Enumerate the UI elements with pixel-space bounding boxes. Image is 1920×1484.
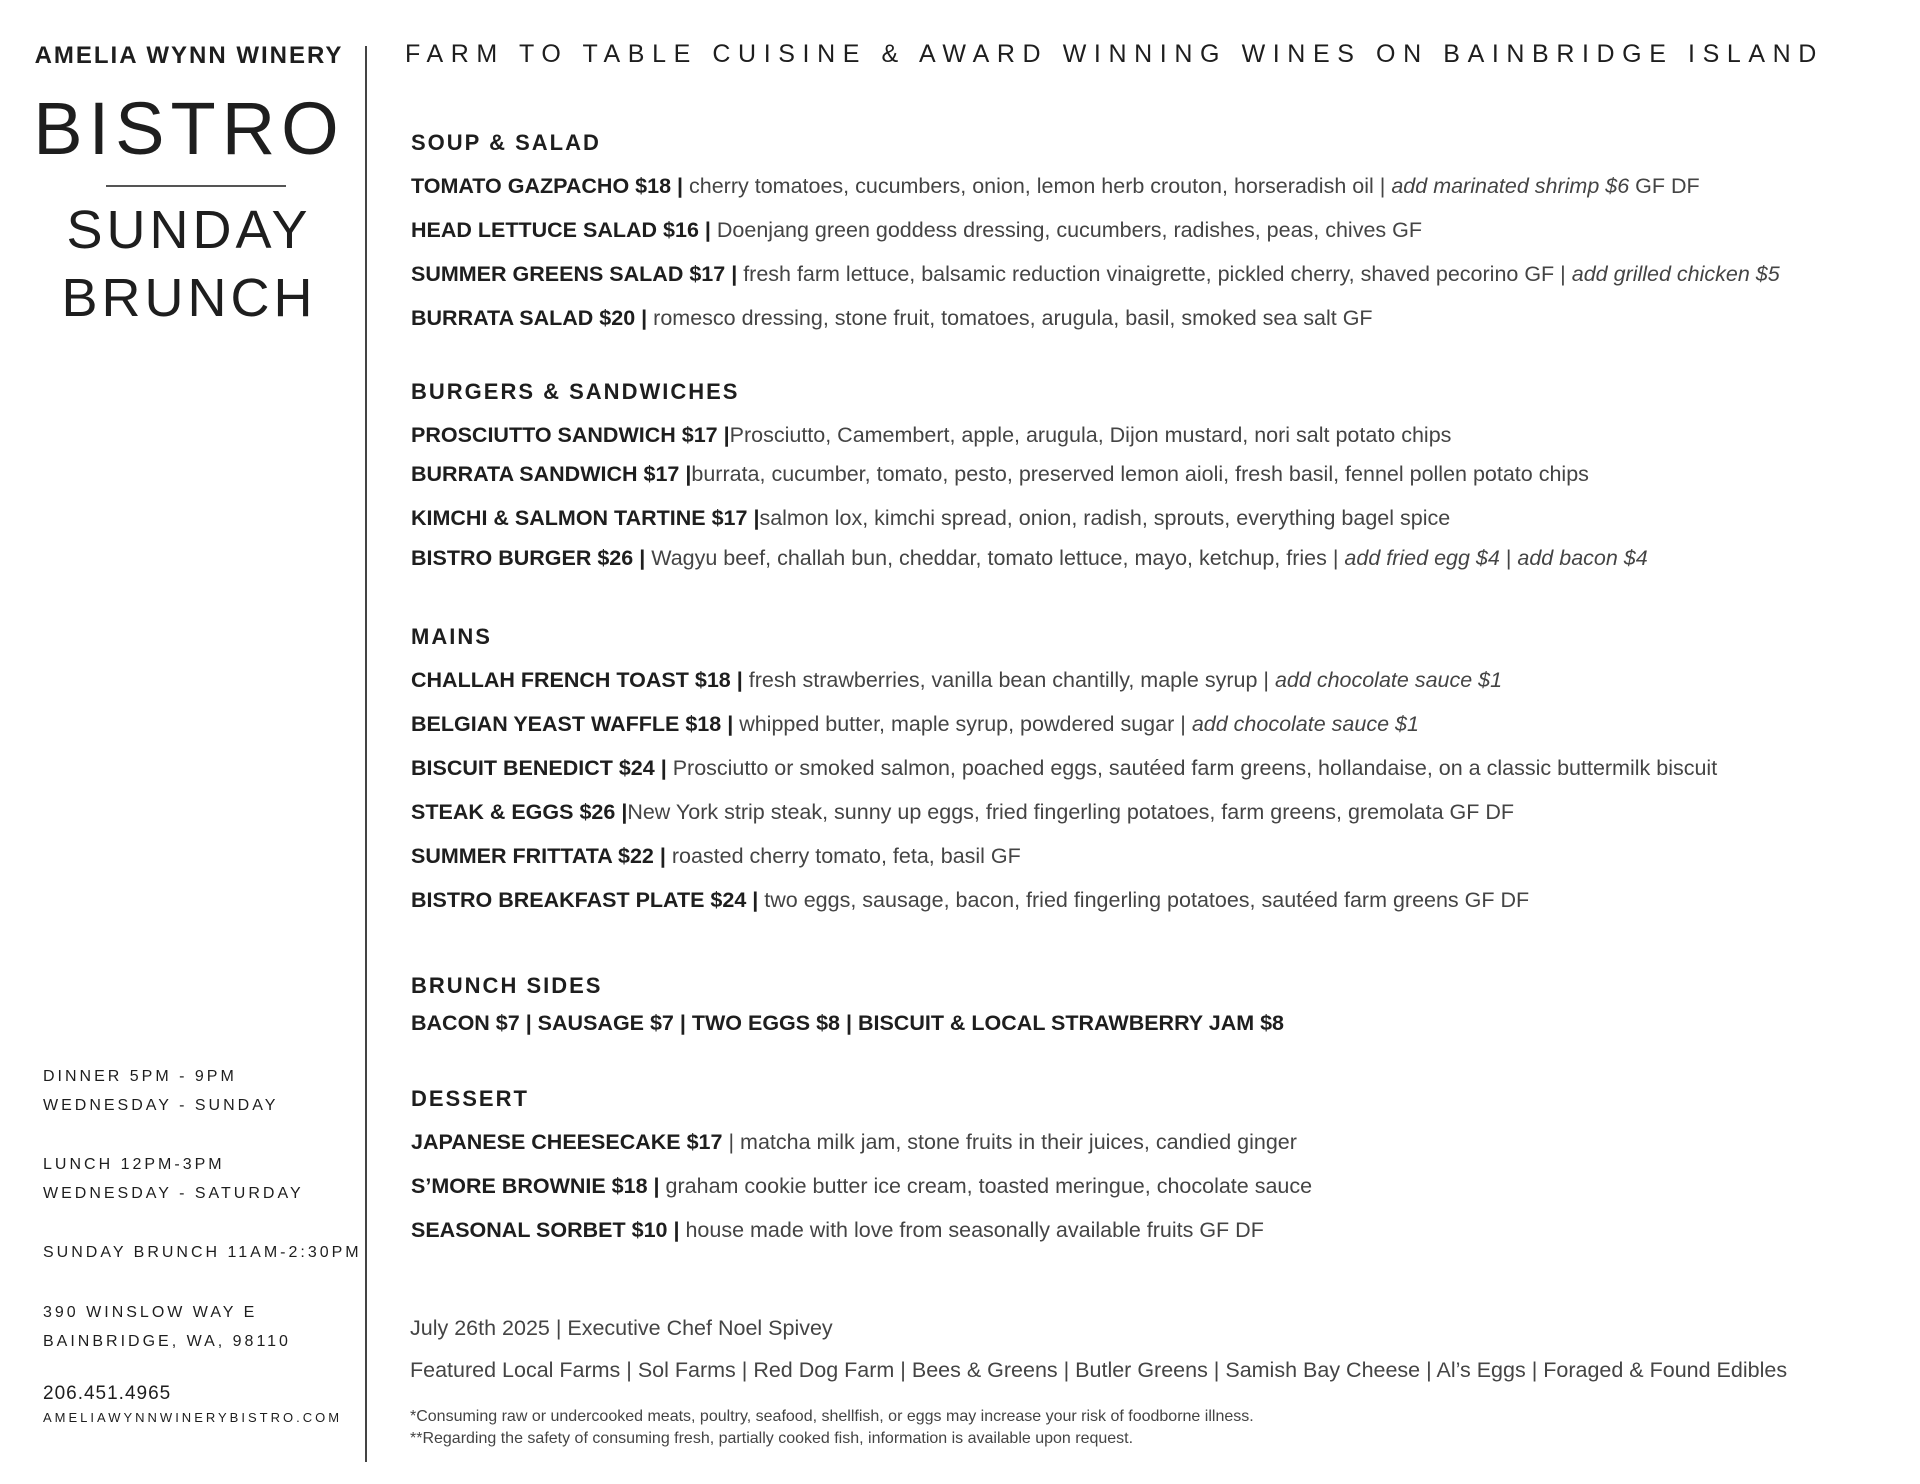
item-desc: cherry tomatoes, cucumbers, onion, lemon herb crouton, horseradish oil xyxy=(689,174,1374,198)
brunch-sides-line xyxy=(411,1011,1284,1036)
tagline: FARM TO TABLE CUISINE & AWARD WINNING WINES ON BAINBRIDGE ISLAND xyxy=(405,40,1824,68)
item-name: BISTRO BREAKFAST PLATE $24 xyxy=(411,888,747,912)
item-addon: add grilled chicken $5 xyxy=(1571,262,1780,286)
item-desc: salmon lox, kimchi spread, onion, radish, sprouts, everything bagel spice xyxy=(759,506,1451,530)
item-desc: roasted cherry tomato, feta, basil GF xyxy=(671,844,1021,868)
item-desc: whipped butter, maple syrup, powdered sugar xyxy=(739,712,1175,736)
item-name: BISCUIT BENEDICT $24 xyxy=(411,756,655,780)
item-name: HEAD LETTUCE SALAD $16 xyxy=(411,218,699,242)
menu-item: HEAD LETTUCE SALAD $16 | Doenjang green goddess dressing, cucumbers, radishes, peas, chives GF xyxy=(411,218,1422,242)
hours-lunch-time: LUNCH 12PM-3PM xyxy=(43,1156,225,1173)
item-desc: matcha milk jam, stone fruits in their juices, candied ginger xyxy=(740,1130,1297,1154)
foodborne-illness-note: *Consuming raw or undercooked meats, poultry, seafood, shellfish, or eggs may increase your risk of foodborne illness. xyxy=(410,1408,1254,1425)
item-name: KIMCHI & SALMON TARTINE $17 xyxy=(411,506,748,530)
hours-brunch xyxy=(43,1238,362,1267)
item-name: BELGIAN YEAST WAFFLE $18 xyxy=(411,712,722,736)
item-desc: Wagyu beef, challah bun, cheddar, tomato lettuce, mayo, ketchup, fries xyxy=(651,546,1327,570)
section-title-mains: MAINS xyxy=(411,624,492,649)
item-addon: add chocolate sauce $1 xyxy=(1274,668,1503,692)
menu-item: SEASONAL SORBET $10 | house made with love from seasonally available fruits GF DF xyxy=(411,1218,1264,1242)
item-desc: burrata, cucumber, tomato, pesto, preserved lemon aioli, fresh basil, fennel pollen potato chips xyxy=(691,462,1589,486)
menu-item: SUMMER GREENS SALAD $17 | fresh farm lettuce, balsamic reduction vinaigrette, pickled cherry, shaved pecorino GF | add grilled chicken $5 xyxy=(411,262,1780,286)
item-name: SEASONAL SORBET $10 xyxy=(411,1218,668,1242)
item-desc: New York strip steak, sunny up eggs, fried fingerling potatoes, farm greens, gremolata GF DF xyxy=(627,800,1515,824)
hours-lunch xyxy=(43,1150,304,1208)
address-street: 390 WINSLOW WAY E xyxy=(43,1304,258,1321)
item-name: PROSCIUTTO SANDWICH $17 xyxy=(411,423,718,447)
hours-dinner xyxy=(43,1062,278,1120)
featured-farms-line: Featured Local Farms | Sol Farms | Red Dog Farm | Bees & Greens | Butler Greens | Samish Bay Cheese | Al’s Eggs | Foraged & Found Edibles xyxy=(410,1358,1788,1382)
date-chef-line: July 26th 2025 | Executive Chef Noel Spivey xyxy=(410,1316,833,1340)
contact xyxy=(43,1382,342,1430)
item-desc: fresh farm lettuce, balsamic reduction vinaigrette, pickled cherry, shaved pecorino GF xyxy=(743,262,1555,286)
item-name: JAPANESE CHEESECAKE $17 xyxy=(411,1130,723,1154)
item-addon: add fried egg $4 xyxy=(1344,546,1500,570)
item-desc: graham cookie butter ice cream, toasted meringue, chocolate sauce xyxy=(665,1174,1313,1198)
item-desc: house made with love from seasonally available fruits GF DF xyxy=(685,1218,1264,1242)
hours-lunch-days: WEDNESDAY - SATURDAY xyxy=(43,1185,304,1202)
hours-dinner-days: WEDNESDAY - SUNDAY xyxy=(43,1097,279,1114)
item-addon-2: add bacon $4 xyxy=(1517,546,1648,570)
section-title-dessert: DESSERT xyxy=(411,1086,529,1111)
menu-item: CHALLAH FRENCH TOAST $18 | fresh strawberries, vanilla bean chantilly, maple syrup | add chocolate sauce $1 xyxy=(411,668,1503,692)
item-name: TOMATO GAZPACHO $18 xyxy=(411,174,672,198)
menu-item: S’MORE BROWNIE $18 | graham cookie butter ice cream, toasted meringue, chocolate sauce xyxy=(411,1174,1313,1198)
section-title-soup-salad: SOUP & SALAD xyxy=(411,130,601,155)
menu-item: JAPANESE CHEESECAKE $17 | matcha milk jam, stone fruits in their juices, candied ginger xyxy=(411,1130,1297,1154)
menu-item: BISTRO BURGER $26 | Wagyu beef, challah bun, cheddar, tomato lettuce, mayo, ketchup, fries | add fried egg $4 | add bacon $4 xyxy=(411,546,1648,570)
menu-subtitle-line-1: SUNDAY xyxy=(66,200,312,260)
item-name: CHALLAH FRENCH TOAST $18 xyxy=(411,668,731,692)
menu-item: PROSCIUTTO SANDWICH $17 |Prosciutto, Camembert, apple, arugula, Dijon mustard, nori salt potato chips xyxy=(411,423,1452,447)
brand-title: BISTRO xyxy=(33,87,345,170)
fish-safety-note: **Regarding the safety of consuming fresh, partially cooked fish, information is available upon request. xyxy=(410,1430,1134,1447)
item-name: STEAK & EGGS $26 xyxy=(411,800,616,824)
item-desc: romesco dressing, stone fruit, tomatoes, arugula, basil, smoked sea salt GF xyxy=(653,306,1373,330)
phone-number: 206.451.4965 xyxy=(43,1383,172,1404)
menu-item: BISTRO BREAKFAST PLATE $24 | two eggs, sausage, bacon, fried fingerling potatoes, sautéed farm greens GF DF xyxy=(411,888,1530,912)
item-desc: two eggs, sausage, bacon, fried fingerling potatoes, sautéed farm greens GF DF xyxy=(764,888,1530,912)
item-addon: add marinated shrimp $6 xyxy=(1391,174,1630,198)
item-name: SUMMER FRITTATA $22 xyxy=(411,844,654,868)
menu-item: BISCUIT BENEDICT $24 | Prosciutto or smoked salmon, poached eggs, sautéed farm greens, hollandaise, on a classic buttermilk biscuit xyxy=(411,756,1718,780)
brunch-sides-text: BACON $7 | SAUSAGE $7 | TWO EGGS $8 | BISCUIT & LOCAL STRAWBERRY JAM $8 xyxy=(411,1011,1285,1035)
section-title-brunch-sides: BRUNCH SIDES xyxy=(411,973,603,998)
item-name: SUMMER GREENS SALAD $17 xyxy=(411,262,726,286)
item-desc: fresh strawberries, vanilla bean chantilly, maple syrup xyxy=(748,668,1258,692)
sidebar xyxy=(0,0,366,1484)
item-desc: Doenjang green goddess dressing, cucumbers, radishes, peas, chives GF xyxy=(716,218,1422,242)
menu-item: BURRATA SANDWICH $17 |burrata, cucumber, tomato, pesto, preserved lemon aioli, fresh basil, fennel pollen potato chips xyxy=(411,462,1589,486)
item-tags: GF DF xyxy=(1635,174,1700,198)
address xyxy=(43,1298,291,1356)
menu-item: KIMCHI & SALMON TARTINE $17 |salmon lox, kimchi spread, onion, radish, sprouts, everything bagel spice xyxy=(411,506,1451,530)
item-name: BISTRO BURGER $26 xyxy=(411,546,634,570)
item-name: BURRATA SANDWICH $17 xyxy=(411,462,680,486)
menu-item: STEAK & EGGS $26 |New York strip steak, sunny up eggs, fried fingerling potatoes, farm greens, gremolata GF DF xyxy=(411,800,1515,824)
menu-item: BURRATA SALAD $20 | romesco dressing, stone fruit, tomatoes, arugula, basil, smoked sea salt GF xyxy=(411,306,1373,330)
section-title-burgers-sandwiches: BURGERS & SANDWICHES xyxy=(411,379,740,404)
brand-divider xyxy=(106,185,286,187)
winery-name: AMELIA WYNN WINERY xyxy=(34,42,344,69)
item-name: BURRATA SALAD $20 xyxy=(411,306,636,330)
menu-subtitle xyxy=(0,196,378,332)
address-city: BAINBRIDGE, WA, 98110 xyxy=(43,1333,291,1350)
menu-item: BELGIAN YEAST WAFFLE $18 | whipped butter, maple syrup, powdered sugar | add chocolate sauce $1 xyxy=(411,712,1419,736)
website-link[interactable]: AMELIAWYNNWINERYBISTRO.COM xyxy=(43,1410,343,1425)
hours-dinner-time: DINNER 5PM - 9PM xyxy=(43,1068,237,1085)
item-desc: Prosciutto, Camembert, apple, arugula, Dijon mustard, nori salt potato chips xyxy=(729,423,1452,447)
item-addon: add chocolate sauce $1 xyxy=(1191,712,1419,736)
vertical-divider xyxy=(365,46,367,1462)
hours-brunch-time: SUNDAY BRUNCH 11AM-2:30PM xyxy=(43,1244,362,1261)
menu-item: TOMATO GAZPACHO $18 | cherry tomatoes, cucumbers, onion, lemon herb crouton, horseradish oil | add marinated shrimp $6 GF DF xyxy=(411,174,1700,198)
menu-subtitle-line-2: BRUNCH xyxy=(61,268,317,328)
menu-item: SUMMER FRITTATA $22 | roasted cherry tomato, feta, basil GF xyxy=(411,844,1021,868)
item-desc: Prosciutto or smoked salmon, poached eggs, sautéed farm greens, hollandaise, on a classic buttermilk biscuit xyxy=(672,756,1718,780)
item-name: S’MORE BROWNIE $18 xyxy=(411,1174,648,1198)
